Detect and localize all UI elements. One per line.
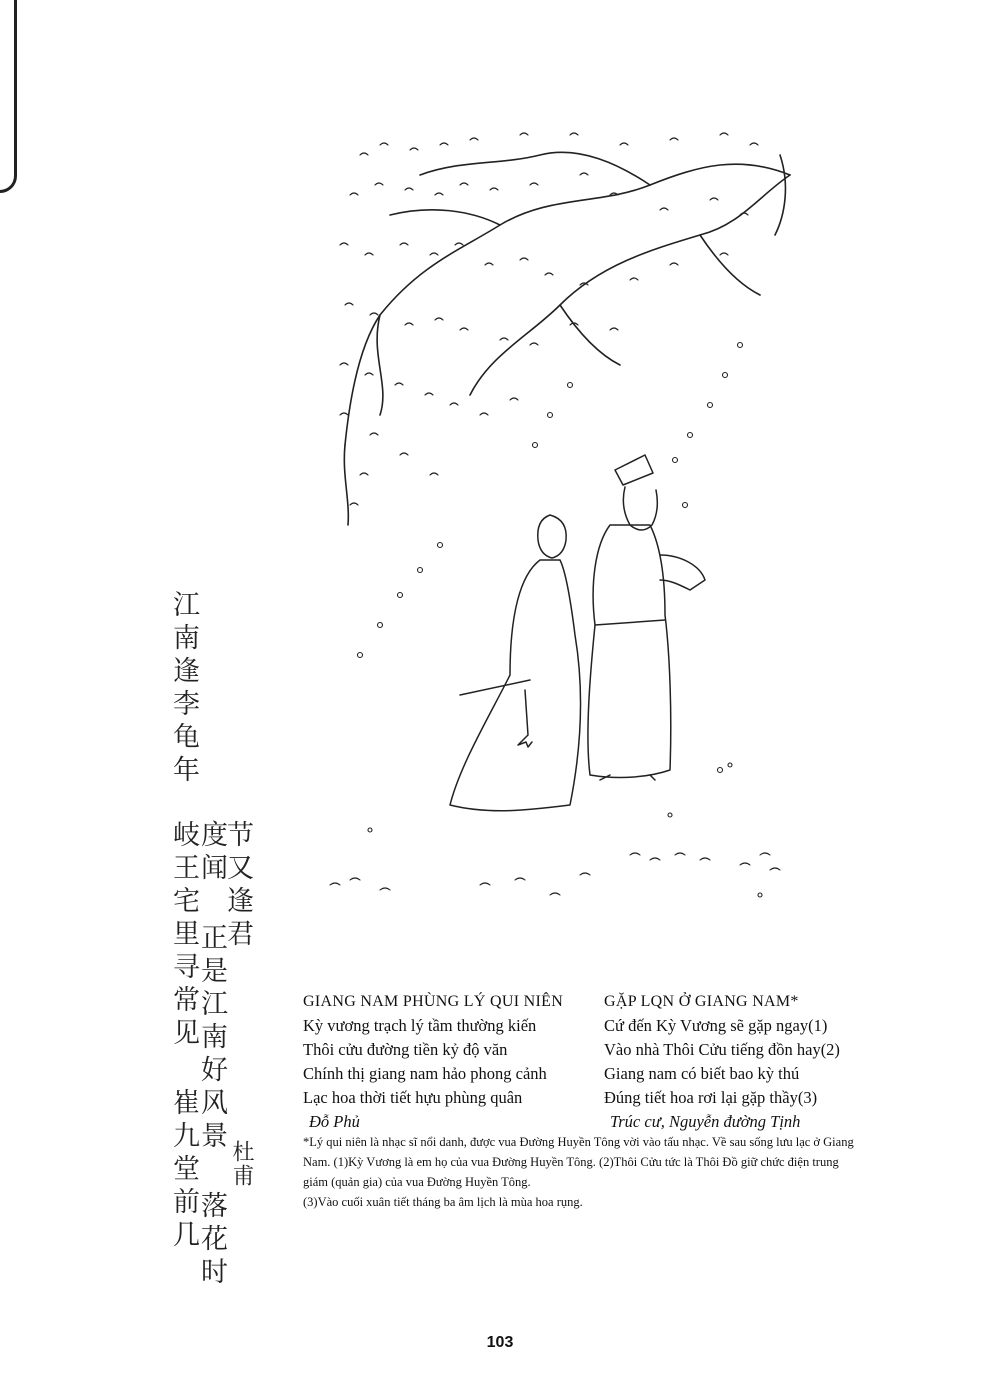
tree-branch [700, 235, 760, 295]
chinese-poem-author: 杜甫 [229, 1140, 254, 1188]
translation-line: Vào nhà Thôi Cửu tiếng đồn hay(2) [604, 1040, 840, 1059]
chinese-poem-title: 江南逢李龟年 [168, 590, 199, 788]
ground-petals [330, 763, 780, 897]
translation-title: GẶP LQN Ở GIANG NAM* [604, 993, 799, 1010]
footnotes [303, 1132, 863, 1212]
tree-branch [470, 175, 790, 395]
chinese-poem-column: 岐王宅里寻常见 崔九堂前几 [168, 820, 199, 1253]
translation-line: Giang nam có biết bao kỳ thú [604, 1064, 800, 1083]
scholar-figure-left [450, 515, 580, 811]
poem-line: Lạc hoa thời tiết hựu phùng quân [303, 1088, 523, 1107]
translation-line: Cứ đến Kỳ Vương sẽ gặp ngay(1) [604, 1016, 828, 1035]
translation-line: Đúng tiết hoa rơi lại gặp thầy(3) [604, 1088, 818, 1107]
sino-vietnamese-poem [303, 990, 563, 1134]
poem-line: Thôi cửu đường tiền kỷ độ văn [303, 1040, 508, 1059]
vietnamese-translation [604, 990, 840, 1134]
tree-branch [345, 164, 790, 445]
poem-title: GIANG NAM PHÙNG LÝ QUI NIÊN [303, 993, 564, 1010]
tree-branch [420, 152, 650, 185]
poem-line: Kỳ vương trạch lý tầm thường kiến [303, 1016, 537, 1035]
poem-author: Đỗ Phủ [309, 1112, 360, 1131]
chinese-poem-column: 节又逢君 [222, 820, 253, 952]
chinese-poem-column: 度闻 正是江南好风景 落花时 [196, 820, 227, 1290]
tree-branch [775, 155, 785, 235]
page-edge-mark [0, 0, 17, 193]
ink-illustration [320, 115, 800, 915]
page-number: 103 [486, 1334, 514, 1351]
tree-branch [390, 210, 500, 225]
tree-branch [560, 305, 620, 365]
tree-branch [344, 445, 348, 525]
footnote-paragraph: *Lý qui niên là nhạc sĩ nổi danh, được vua Đường Huyền Tông vời vào tấu nhạc. Về sau sống lưu lạc ở Giang Nam. (1)Kỳ Vương là em họ của vua Đường Huyền Tông. (2)Thôi Cửu tức là Thôi Đồ giữ chức điện trung giám (quản gia) của vua Đường Huyền Tông. [303, 1135, 854, 1189]
footnote-paragraph: (3)Vào cuối xuân tiết tháng ba âm lịch là mùa hoa rụng. [303, 1195, 583, 1209]
poem-line: Chính thị giang nam hảo phong cảnh [303, 1064, 547, 1083]
blossom-cluster [340, 133, 758, 505]
translator: Trúc cư, Nguyễn đường Tịnh [610, 1112, 801, 1131]
tree-branch [377, 315, 383, 415]
